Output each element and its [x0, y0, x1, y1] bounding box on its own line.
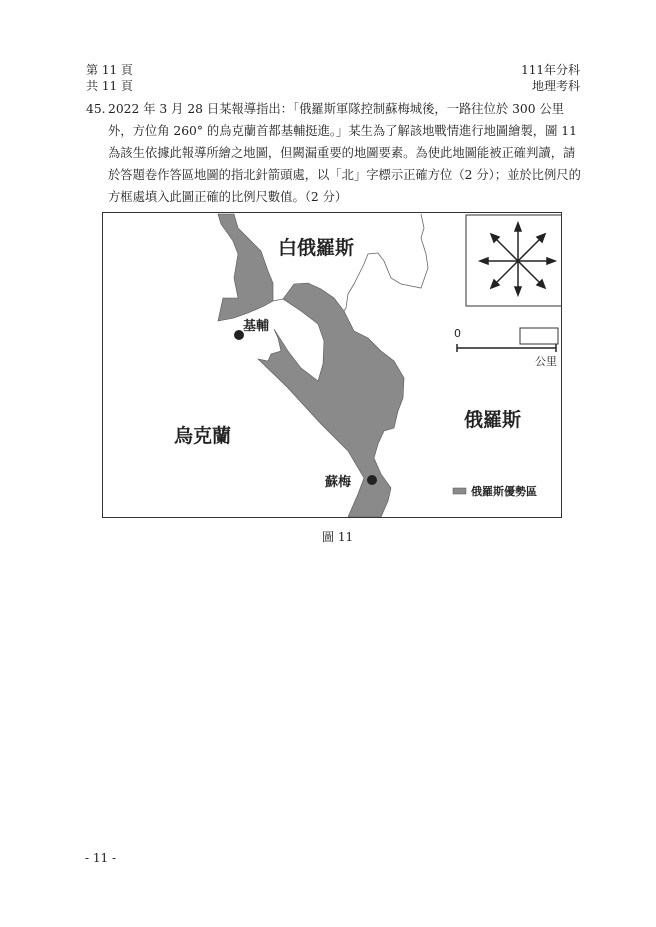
scale-value-box: [520, 328, 558, 344]
label-belarus: 白俄羅斯: [278, 237, 355, 259]
question-number: 45.: [86, 102, 106, 116]
total-pages: 共 11 頁: [86, 79, 133, 93]
label-russia: 俄羅斯: [464, 409, 522, 431]
scale-zero: 0: [454, 327, 461, 340]
russian-advantage-area-north: [218, 214, 273, 321]
question-45: [86, 98, 586, 208]
scale-unit: 公里: [535, 355, 557, 368]
label-kyiv: 基輔: [243, 319, 270, 334]
figure-caption: 圖 11: [322, 530, 354, 544]
legend-label: 俄羅斯優勢區: [471, 485, 537, 498]
map-figure: [102, 212, 562, 518]
page-info: [86, 62, 133, 94]
page-footer: - 11 -: [85, 851, 117, 865]
border-segment: [273, 299, 283, 301]
exam-info: [521, 62, 580, 94]
label-sumy: 蘇梅: [325, 475, 352, 490]
label-ukraine: 烏克蘭: [174, 425, 232, 447]
subject-name: 地理考科: [531, 79, 580, 93]
exam-name: 111年分科: [521, 63, 580, 77]
belarus-border: [344, 214, 428, 311]
legend-swatch: [453, 488, 466, 494]
question-text: 2022 年 3 月 28 日某報導指出：「俄羅斯軍隊控制蘇梅城後，一路往位於 300 公里外，方位角 260° 的烏克蘭首都基輔挺進。」某生為了解該地戰情進行地圖繪製，圖 11 為該生依據此報導所繪之地圖，但闕漏重要的地圖要素。為使此地圖能被正確判讀，請於答題卷作答區地圖的指北針箭頭處，以「北」字標示正確方位（2 分）；並於比例尺的方框處填入此圖正確的比例尺數值。（2 分）: [108, 102, 581, 204]
page-number: 第 11 頁: [86, 63, 133, 77]
sumy-marker: [367, 475, 377, 485]
